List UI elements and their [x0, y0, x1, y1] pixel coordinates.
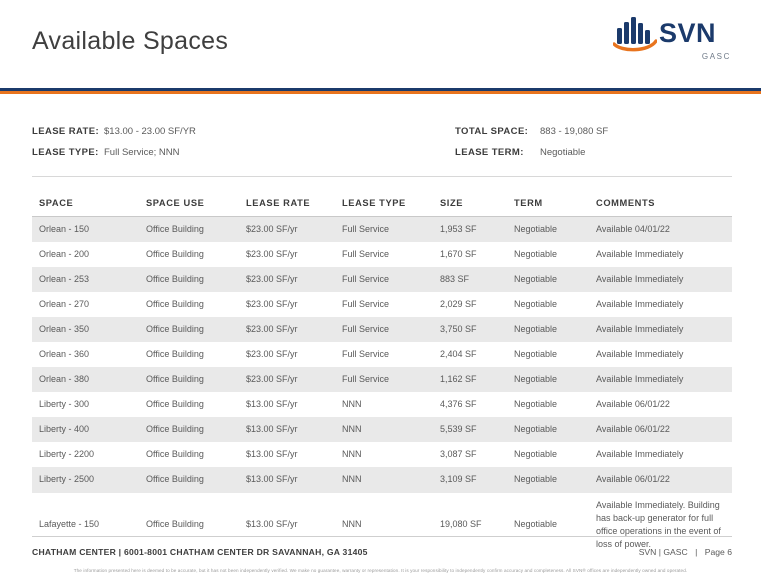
cell-lease-type: NNN — [342, 449, 362, 460]
cell-lease-rate: $13.00 SF/yr — [246, 519, 298, 530]
cell-comments: Available Immediately — [596, 449, 684, 460]
lease-term-value: Negotiable — [540, 147, 586, 158]
header-rule-orange — [0, 91, 761, 94]
cell-lease-type: Full Service — [335, 267, 433, 292]
footer-meta — [639, 547, 732, 557]
cell-comments: Available 06/01/22 — [596, 399, 670, 410]
cell-lease-rate: $13.00 SF/yr — [239, 467, 335, 492]
table-header-row — [32, 192, 732, 217]
total-space-row — [455, 126, 608, 137]
footer-separator: | — [695, 547, 698, 557]
cell-term: Negotiable — [507, 217, 589, 243]
table-row — [32, 392, 732, 417]
cell-space-use: Office Building — [139, 417, 239, 442]
cell-term: Negotiable — [514, 449, 558, 460]
cell-comments: Available 04/01/22 — [589, 217, 732, 243]
lease-rate-row — [32, 126, 196, 137]
footer-disclaimer: The information presented here is deemed to be accurate, but it has not been independently verified. We make no guarantee, warranty or representation. It is your responsibility to independently confirm accuracy and completeness. All SVN® offices are independently owned and operated. — [73, 568, 688, 573]
lease-term-label: LEASE TERM: — [455, 147, 524, 158]
cell-space-use: Office Building — [139, 267, 239, 292]
lease-type-label: LEASE TYPE: — [32, 147, 99, 158]
table-row — [32, 467, 732, 492]
cell-lease-rate: $23.00 SF/yr — [246, 349, 298, 360]
cell-space-use: Office Building — [146, 449, 204, 460]
footer-page-number: Page 6 — [704, 547, 732, 557]
table-row — [32, 267, 732, 292]
cell-space: Liberty - 2200 — [39, 449, 95, 460]
lease-type-row — [32, 147, 180, 158]
cell-size: 1,953 SF — [433, 217, 507, 243]
table-row — [32, 242, 732, 267]
cell-space-use: Office Building — [139, 367, 239, 392]
cell-size: 5,539 SF — [433, 417, 507, 442]
cell-term: Negotiable — [507, 267, 589, 292]
column-header-space: SPACE — [32, 192, 139, 217]
cell-space: Orlean - 270 — [39, 299, 90, 310]
page-header — [0, 0, 761, 88]
cell-comments: Available Immediately — [589, 267, 732, 292]
cell-space-use: Office Building — [146, 249, 204, 260]
cell-space-use: Office Building — [139, 467, 239, 492]
available-spaces-table — [32, 192, 732, 557]
cell-space-use: Office Building — [139, 317, 239, 342]
cell-lease-type: NNN — [335, 467, 433, 492]
summary-divider — [32, 176, 732, 177]
total-space-value: 883 - 19,080 SF — [540, 126, 609, 137]
cell-lease-rate: $23.00 SF/yr — [239, 267, 335, 292]
cell-lease-type: Full Service — [335, 367, 433, 392]
cell-comments: Available 06/01/22 — [589, 417, 732, 442]
svn-logo-text: SVN — [659, 18, 717, 48]
lease-rate-label: LEASE RATE: — [32, 126, 100, 137]
cell-space: Liberty - 400 — [32, 417, 139, 442]
cell-space-use: Office Building — [146, 399, 204, 410]
cell-size: 2,029 SF — [440, 299, 477, 310]
column-header-lease-type: LEASE TYPE — [335, 192, 433, 217]
cell-lease-rate: $23.00 SF/yr — [239, 367, 335, 392]
cell-space-use: Office Building — [139, 217, 239, 243]
cell-space-use: Office Building — [146, 519, 204, 530]
footer-address: CHATHAM CENTER | 6001-8001 CHATHAM CENTER DR SAVANNAH, GA 31405 — [32, 547, 368, 557]
lease-summary — [0, 112, 761, 176]
column-header-comments: COMMENTS — [589, 192, 732, 217]
cell-comments: Available Immediately. Building has back-up generator for full office operations in the event of loss of power. — [596, 499, 721, 549]
table-row — [32, 292, 732, 317]
cell-size: 3,109 SF — [433, 467, 507, 492]
cell-lease-type: Full Service — [335, 217, 433, 243]
cell-comments: Available Immediately — [596, 299, 684, 310]
cell-lease-type: NNN — [335, 417, 433, 442]
svn-bars-logo-icon — [613, 14, 657, 54]
cell-comments: Available Immediately — [596, 249, 684, 260]
cell-lease-rate: $23.00 SF/yr — [246, 249, 298, 260]
cell-term: Negotiable — [514, 519, 558, 530]
footer-brand: SVN | GASC — [638, 547, 688, 557]
cell-comments: Available Immediately — [596, 349, 684, 360]
table-row — [32, 317, 732, 342]
cell-space: Orlean - 380 — [32, 367, 139, 392]
cell-term: Negotiable — [514, 399, 558, 410]
cell-lease-type: Full Service — [342, 249, 390, 260]
cell-lease-rate: $23.00 SF/yr — [239, 217, 335, 243]
cell-size: 4,376 SF — [440, 399, 477, 410]
cell-term: Negotiable — [507, 367, 589, 392]
cell-lease-rate: $23.00 SF/yr — [246, 299, 298, 310]
table-row — [32, 217, 732, 243]
cell-size: 1,670 SF — [440, 249, 477, 260]
cell-space: Liberty - 2500 — [32, 467, 139, 492]
cell-lease-rate: $13.00 SF/yr — [246, 449, 298, 460]
column-header-term: TERM — [507, 192, 589, 217]
cell-term: Negotiable — [507, 417, 589, 442]
cell-lease-rate: $13.00 SF/yr — [239, 417, 335, 442]
cell-space-use: Office Building — [146, 349, 204, 360]
cell-comments: Available Immediately — [589, 317, 732, 342]
cell-size: 2,404 SF — [440, 349, 477, 360]
cell-comments: Available 06/01/22 — [589, 467, 732, 492]
cell-space-use: Office Building — [146, 299, 204, 310]
cell-space: Orlean - 350 — [32, 317, 139, 342]
cell-term: Negotiable — [514, 249, 558, 260]
cell-size: 3,087 SF — [440, 449, 477, 460]
cell-lease-type: NNN — [342, 519, 362, 530]
cell-lease-type: Full Service — [335, 317, 433, 342]
cell-lease-type: Full Service — [342, 299, 390, 310]
cell-term: Negotiable — [507, 317, 589, 342]
cell-space: Orlean - 200 — [39, 249, 90, 260]
cell-comments: Available Immediately — [589, 367, 732, 392]
cell-lease-rate: $23.00 SF/yr — [239, 317, 335, 342]
lease-type-value: Full Service; NNN — [104, 147, 180, 158]
cell-size: 883 SF — [433, 267, 507, 292]
column-header-lease-rate: LEASE RATE — [239, 192, 335, 217]
total-space-label: TOTAL SPACE: — [455, 126, 529, 137]
cell-space: Lafayette - 150 — [39, 519, 100, 530]
table-row — [32, 367, 732, 392]
cell-size: 19,080 SF — [440, 519, 482, 530]
table-row — [32, 442, 732, 467]
cell-size: 1,162 SF — [433, 367, 507, 392]
cell-term: Negotiable — [507, 467, 589, 492]
page-footer — [0, 536, 761, 588]
lease-term-row — [455, 147, 585, 158]
cell-space: Orlean - 150 — [32, 217, 139, 243]
svn-logo — [613, 14, 733, 72]
cell-size: 3,750 SF — [433, 317, 507, 342]
lease-rate-value: $13.00 - 23.00 SF/YR — [104, 126, 196, 137]
table-row — [32, 417, 732, 442]
table-row — [32, 342, 732, 367]
cell-term: Negotiable — [514, 349, 558, 360]
cell-space: Orlean - 253 — [32, 267, 139, 292]
page-title: Available Spaces — [32, 27, 229, 55]
cell-lease-type: NNN — [342, 399, 362, 410]
cell-space: Liberty - 300 — [39, 399, 90, 410]
table-body — [32, 217, 732, 557]
column-header-space-use: SPACE USE — [139, 192, 239, 217]
cell-lease-type: Full Service — [342, 349, 390, 360]
cell-space: Orlean - 360 — [39, 349, 90, 360]
cell-term: Negotiable — [514, 299, 558, 310]
column-header-size: SIZE — [433, 192, 507, 217]
svn-logo-subtitle: GASC — [701, 52, 731, 61]
cell-lease-rate: $13.00 SF/yr — [246, 399, 298, 410]
